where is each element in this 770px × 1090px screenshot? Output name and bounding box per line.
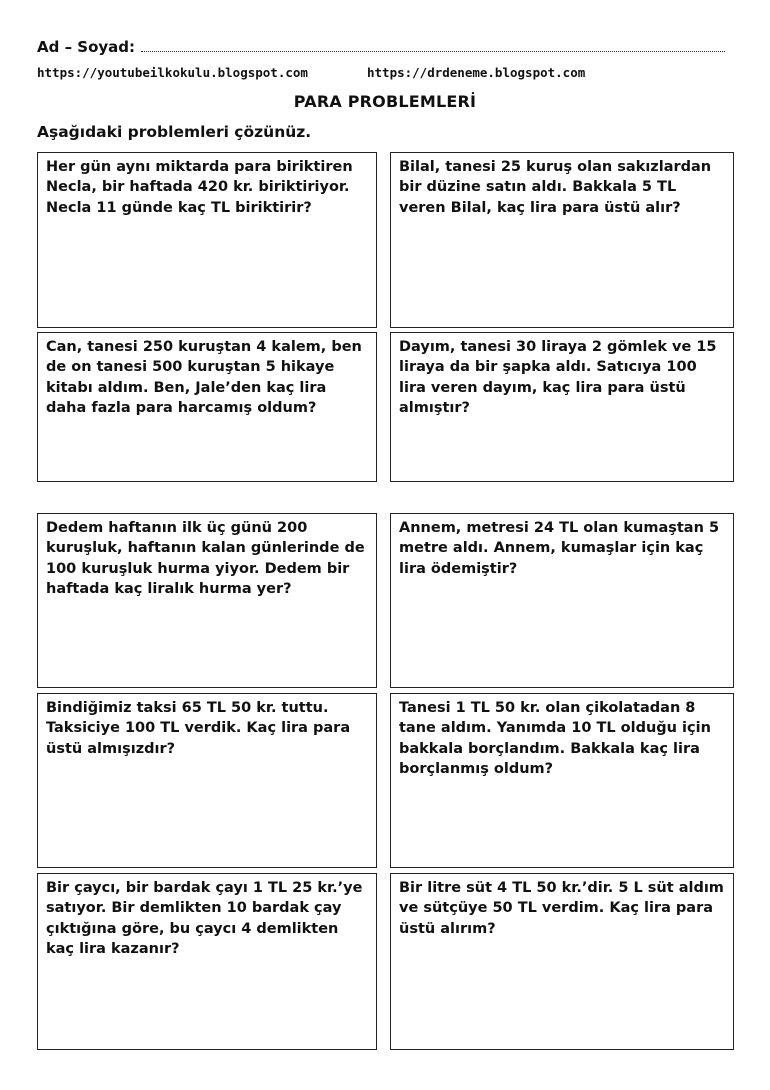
problem-text: Bir çaycı, bir bardak çayı 1 TL 25 kr.’ye satıyor. Bir demlikten 10 bardak çay çıktığına göre, bu çaycı 4 demlikten kaç lira kazanır? <box>46 880 363 957</box>
problem-text: Her gün aynı miktarda para biriktiren Necla, bir haftada 420 kr. biriktiriyor. Necla 11 günde kaç TL biriktirir? <box>46 159 353 216</box>
problem-text: Can, tanesi 250 kuruştan 4 kalem, ben de on tanesi 500 kuruştan 5 hikaye kitabı aldım. Ben, Jale’den kaç lira daha fazla para harcamış oldum? <box>46 339 362 416</box>
problem-box-8[interactable] <box>390 693 734 868</box>
problem-text: Annem, metresi 24 TL olan kumaştan 5 metre aldı. Annem, kumaşlar için kaç lira ödemiştir? <box>399 520 720 577</box>
problem-box-10[interactable] <box>390 873 734 1050</box>
problem-text: Tanesi 1 TL 50 kr. olan çikolatadan 8 tane aldım. Yanımda 10 TL olduğu için bakkala borçlandım. Bakkala kaç lira borçlanmış oldum? <box>399 700 711 777</box>
problem-text: Dayım, tanesi 30 liraya 2 gömlek ve 15 liraya da bir şapka aldı. Satıcıya 100 lira veren dayım, kaç lira para üstü almıştır? <box>399 339 717 416</box>
problem-box-5[interactable] <box>37 513 377 688</box>
problem-box-1[interactable] <box>37 152 377 328</box>
problem-box-3[interactable] <box>37 332 377 482</box>
problem-box-9[interactable] <box>37 873 377 1050</box>
page-title: PARA PROBLEMLERİ <box>293 92 477 111</box>
problem-text: Dedem haftanın ilk üç günü 200 kuruşluk, haftanın kalan günlerinde de 100 kuruşluk hurma yiyor. Dedem bir haftada kaç liralık hurma yer? <box>46 520 365 597</box>
name-field[interactable] <box>37 38 727 58</box>
problem-box-4[interactable] <box>390 332 734 482</box>
problem-box-7[interactable] <box>37 693 377 868</box>
url-drdeneme[interactable]: https://drdeneme.blogspot.com <box>367 65 586 80</box>
name-label: Ad – Soyad: <box>37 38 136 56</box>
problem-box-2[interactable] <box>390 152 734 328</box>
instructions: Aşağıdaki problemleri çözünüz. <box>37 123 312 141</box>
problem-text: Bir litre süt 4 TL 50 kr.’dir. 5 L süt aldım ve sütçüye 50 TL verdim. Kaç lira para üstü alırım? <box>399 880 724 937</box>
name-blank-line[interactable] <box>141 51 725 52</box>
url-youtubeilkokulu[interactable]: https://youtubeilkokulu.blogspot.com <box>37 65 308 80</box>
problem-text: Bilal, tanesi 25 kuruş olan sakızlardan bir düzine satın aldı. Bakkala 5 TL veren Bilal, kaç lira para üstü alır? <box>399 159 712 216</box>
problem-text: Bindiğimiz taksi 65 TL 50 kr. tuttu. Taksiciye 100 TL verdik. Kaç lira para üstü almışızdır? <box>46 700 351 757</box>
problem-box-6[interactable] <box>390 513 734 688</box>
